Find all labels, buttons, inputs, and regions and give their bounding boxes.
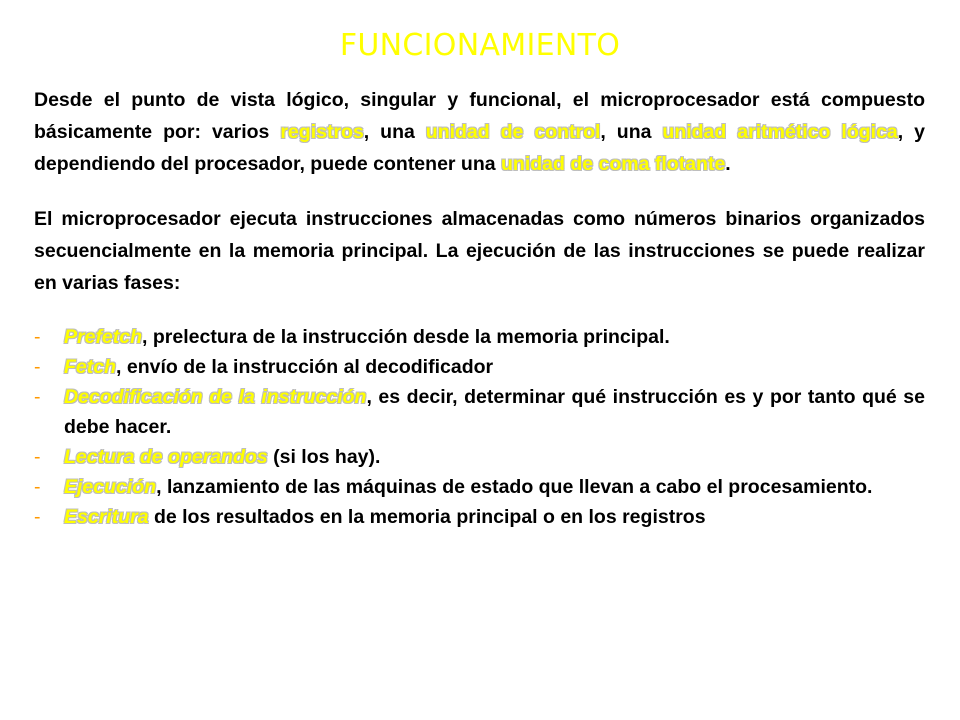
intro-text: .	[725, 153, 731, 175]
phase-term: Escritura	[64, 506, 149, 528]
intro-paragraph	[34, 84, 925, 180]
phase-item	[34, 382, 925, 442]
phase-term: Ejecución	[64, 476, 157, 498]
highlight-unidad-de-coma-flotante: unidad de coma flotante	[501, 153, 726, 175]
dash-bullet: -	[34, 386, 41, 408]
intro-text: , una	[363, 121, 426, 143]
intro-text: , y dependiendo del procesador, puede contener una	[34, 121, 925, 175]
slide-body	[34, 84, 925, 532]
slide-title: FUNCIONAMIENTO	[339, 28, 621, 63]
phase-description: , lanzamiento de las máquinas de estado que llevan a cabo el procesamiento.	[156, 476, 873, 498]
phase-item	[34, 472, 925, 502]
highlight-registros: registros	[280, 121, 364, 143]
execution-paragraph: El microprocesador ejecuta instrucciones almacenadas como números binarios organizados secuencialmente en la memoria principal. La ejecución de las instrucciones se puede realizar en varias fases:	[34, 208, 925, 294]
phase-item	[34, 352, 925, 382]
phase-item	[34, 322, 925, 352]
dash-bullet: -	[34, 476, 41, 498]
highlight-unidad-de-control: unidad de control	[425, 121, 601, 143]
phase-term: Prefetch	[64, 326, 143, 348]
phase-item	[34, 502, 925, 532]
dash-bullet: -	[34, 446, 41, 468]
phase-description: de los resultados en la memoria principal o en los registros	[148, 506, 706, 528]
dash-bullet: -	[34, 326, 41, 348]
intro-text: , una	[600, 121, 663, 143]
phase-term: Lectura de operandos	[64, 446, 268, 468]
phase-description: , es decir, determinar qué instrucción es y por tanto qué se debe hacer.	[64, 386, 925, 438]
phase-list	[34, 322, 925, 532]
phase-description: , envío de la instrucción al decodificador	[116, 356, 494, 378]
dash-bullet: -	[34, 506, 41, 528]
phase-item	[34, 442, 925, 472]
phase-term: Fetch	[64, 356, 117, 378]
highlight-unidad-aritmetico-logica: unidad aritmético lógica	[662, 121, 898, 143]
phase-description: , prelectura de la instrucción desde la memoria principal.	[142, 326, 670, 348]
dash-bullet: -	[34, 356, 41, 378]
phase-term: Decodificación de la instrucción	[64, 386, 367, 408]
phase-description: (si los hay).	[267, 446, 381, 468]
intro-text: Desde el punto de vista lógico, singular y funcional, el microprocesador está compuesto básicamente por: varios	[34, 89, 925, 143]
